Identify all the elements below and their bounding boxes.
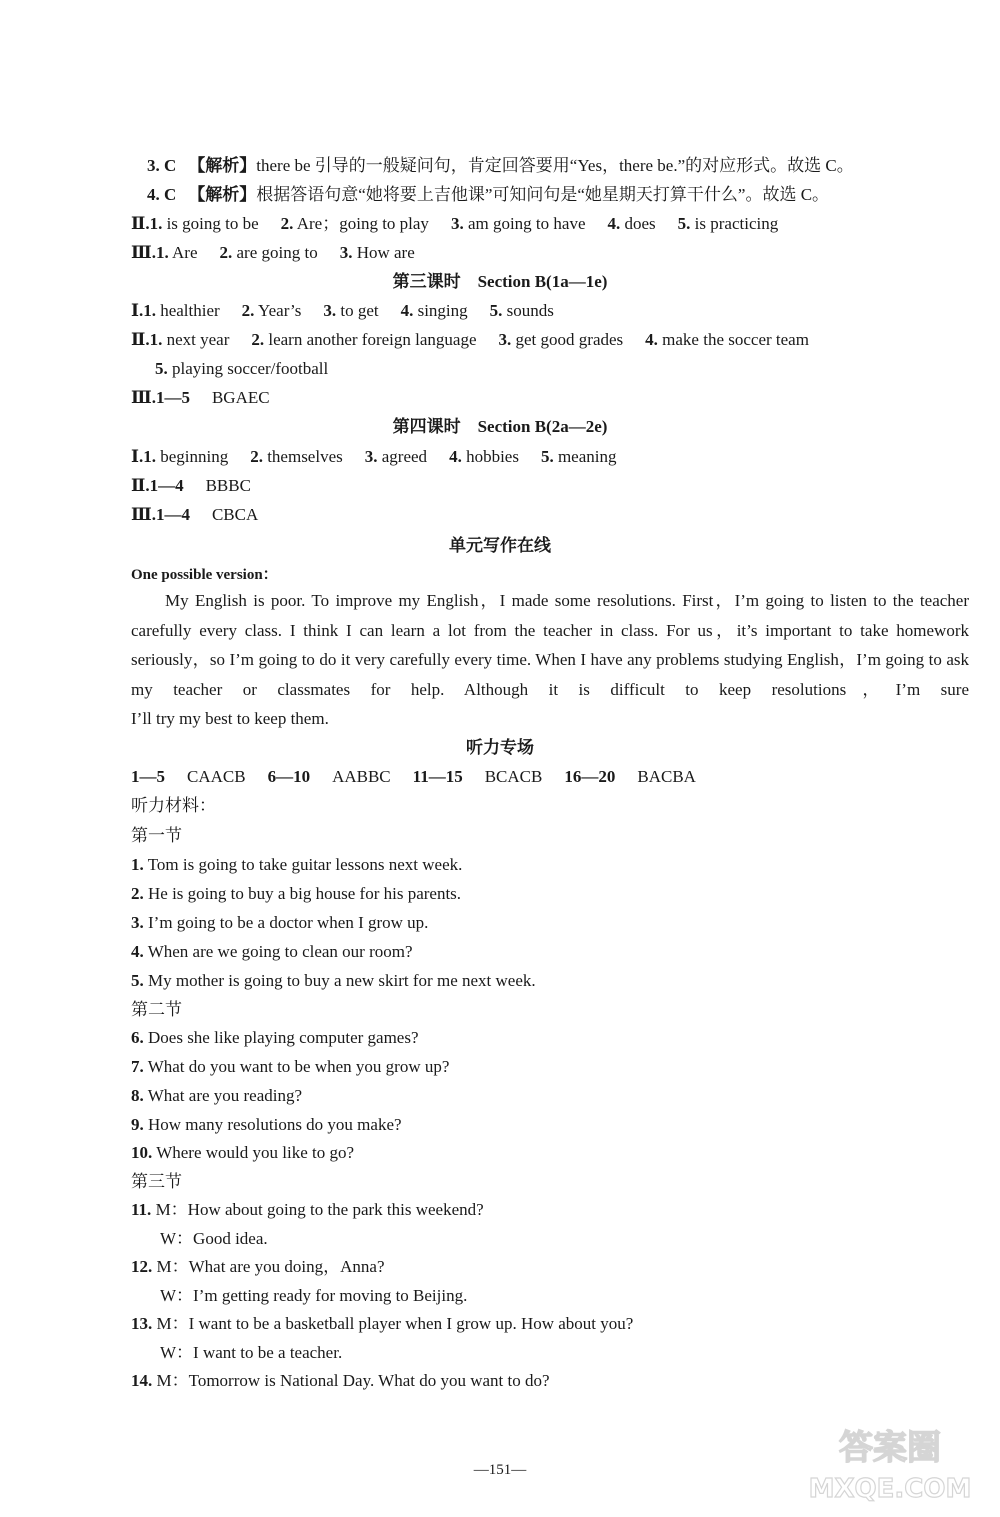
listening-answers: 1—5 CAACB 6—10 AABBC 11—15 BCACB 16—20 BACBA bbox=[131, 767, 696, 786]
section-heading: 第四课时 Section B(2a—2e) bbox=[392, 417, 608, 436]
answer-row-I: Ⅰ.1. beginning 2. themselves 3. agreed 4. hobbies 5. meaning bbox=[131, 447, 617, 466]
section-label: 第一节 bbox=[131, 826, 182, 845]
answer-row-III: Ⅲ.1—4 CBCA bbox=[131, 505, 259, 524]
section-label: 第二节 bbox=[131, 1000, 182, 1019]
section-heading: 第三课时 Section B(1a—1e) bbox=[392, 272, 608, 291]
dialogue-line: W：I want to be a teacher. bbox=[160, 1343, 343, 1362]
roman-numeral: Ⅱ. bbox=[131, 214, 150, 233]
sentence: 8. What are you reading? bbox=[131, 1086, 303, 1105]
analysis-tag: 【解析】 bbox=[188, 156, 257, 175]
watermark-bottom-text: MXQE.COM bbox=[808, 1474, 972, 1504]
dialogue-line: W：Good idea. bbox=[160, 1229, 268, 1248]
answer-line-4 bbox=[147, 185, 829, 205]
section-heading: 单元写作在线 bbox=[449, 536, 551, 555]
answer-row-II-cont: 5. playing soccer/football bbox=[155, 359, 329, 378]
materials-label: 听力材料： bbox=[131, 796, 216, 815]
sentence: 1. Tom is going to take guitar lessons next week. bbox=[131, 855, 463, 874]
dialogue-line: W：I’m getting ready for moving to Beijing. bbox=[160, 1286, 468, 1305]
item-number: 3. C bbox=[147, 156, 177, 175]
answer-row-II: Ⅱ.1. next year 2. learn another foreign language 3. get good grades 4. make the soccer team bbox=[131, 330, 809, 349]
sentence: 2. He is going to buy a big house for his parents. bbox=[131, 884, 462, 903]
roman-numeral: Ⅰ. bbox=[131, 301, 144, 320]
sentence: 9. How many resolutions do you make? bbox=[131, 1115, 402, 1134]
dialogue-line: 11. M：How about going to the park this weekend? bbox=[131, 1200, 484, 1219]
roman-numeral: Ⅲ. bbox=[131, 243, 156, 262]
sentence: 4. When are we going to clean our room? bbox=[131, 942, 413, 961]
item-number: 4. C bbox=[147, 185, 177, 204]
essay-paragraph: My English is poor. To improve my English，I made some resolutions. First，I’m going to listen to the teacher carefully every class. I think I can learn a lot from the teacher in class. For us，it’s important to take homework seriously，so I’m going to do it very carefully every time. When I have any problems studying English，I’m going to ask my teacher or classmates for help. Although it is difficult to keep resolutions，I’m sure bbox=[131, 591, 969, 699]
answer-row-I: Ⅰ.1. healthier 2. Year’s 3. to get 4. singing 5. sounds bbox=[131, 301, 554, 320]
answer-line-3 bbox=[147, 156, 854, 176]
sentence: 3. I’m going to be a doctor when I grow up. bbox=[131, 913, 429, 932]
version-label: One possible version： bbox=[131, 567, 278, 583]
watermark-logo bbox=[800, 1417, 980, 1507]
dialogue-line: 14. M：Tomorrow is National Day. What do you want to do? bbox=[131, 1371, 550, 1390]
sentence: 5. My mother is going to buy a new skirt for me next week. bbox=[131, 971, 536, 990]
sentence: 10. Where would you like to go? bbox=[131, 1143, 355, 1162]
dialogue-line: 13. M：I want to be a basketball player when I grow up. How about you? bbox=[131, 1314, 634, 1333]
analysis-tag: 【解析】 bbox=[188, 185, 257, 204]
answer-row-II: Ⅱ.1. is going to be 2. Are；going to play 3. am going to have 4. does 5. is practicing bbox=[131, 214, 779, 233]
analysis-text: 根据答语句意“她将要上吉他课”可知问句是“她星期天打算干什么”。故选 C。 bbox=[256, 185, 830, 204]
sentence: 7. What do you want to be when you grow up? bbox=[131, 1057, 450, 1076]
section-label: 第三节 bbox=[131, 1172, 182, 1191]
watermark-top-text: 答案圈 bbox=[839, 1428, 941, 1468]
answer-row-III: Ⅲ.1—5 BGAEC bbox=[131, 388, 270, 407]
page-number: —151— bbox=[473, 1462, 527, 1478]
answer-row-II: Ⅱ.1—4 BBBC bbox=[131, 476, 251, 495]
answer-row-III: Ⅲ.1. Are 2. are going to 3. How are bbox=[131, 243, 415, 262]
dialogue-line: 12. M：What are you doing，Anna? bbox=[131, 1257, 385, 1276]
sentence: 6. Does she like playing computer games? bbox=[131, 1028, 419, 1047]
essay-last-line: I’ll try my best to keep them. bbox=[131, 709, 329, 728]
section-heading: 听力专场 bbox=[466, 738, 534, 757]
roman-numeral: Ⅱ. bbox=[131, 330, 150, 349]
analysis-text: there be 引导的一般疑问句，肯定回答要用“Yes，there be.”的对应形式。故选 C。 bbox=[256, 156, 854, 175]
